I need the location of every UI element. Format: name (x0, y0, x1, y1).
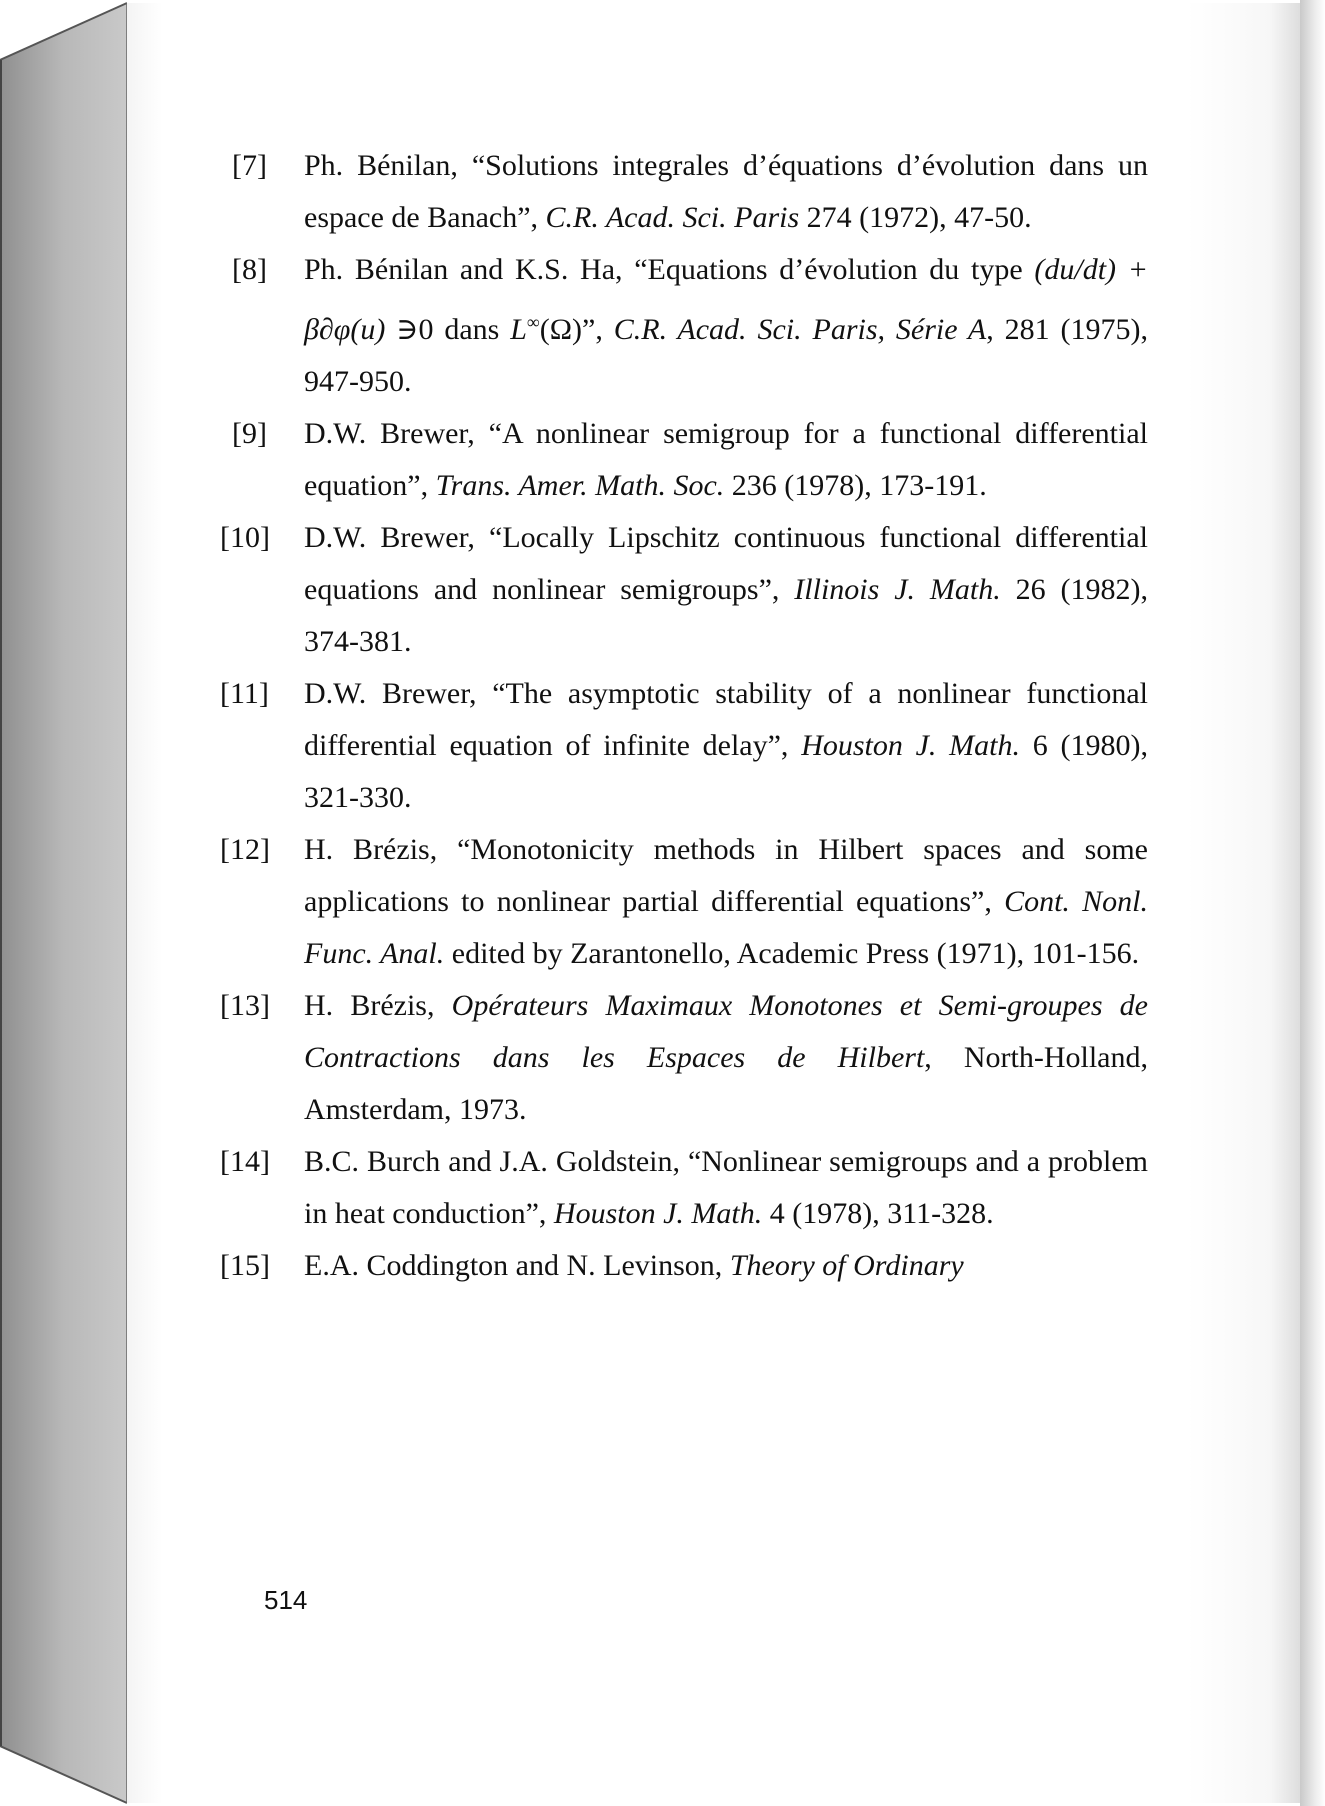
reference-italic-segment: C.R. Acad. Sci. Paris (545, 201, 800, 234)
reference-italic-segment: Trans. Amer. Math. Soc. (435, 469, 725, 502)
reference-segment: Ph. Bénilan, “Solutions integrales d’équations d’évolution dans un espace de Banach”, (304, 149, 1148, 234)
reference-text (304, 244, 1148, 408)
reference-text (304, 980, 1148, 1136)
reference-segment: E.A. Coddington and N. Levinson, (304, 1249, 730, 1282)
reference-segment: 6 (1980), 321-330. (304, 729, 1148, 814)
reference-number: [12] (220, 833, 270, 866)
book-spine (0, 0, 130, 1806)
reference-segment: H. Brézis, “Monotonicity methods in Hilbert spaces and some applications to nonlinear partial differential equations”, (304, 833, 1148, 918)
reference-number: [10] (220, 521, 270, 554)
reference-text (304, 140, 1148, 244)
reference-number: [8] (232, 253, 267, 286)
reference-entry (220, 980, 1148, 1136)
page-number: 514 (264, 1585, 308, 1615)
reference-italic-segment: (du/dt) + β∂φ(u) (304, 253, 1148, 346)
reference-italic-segment: Opérateurs Maximaux Monotones et Semi-groupes de Contractions dans les Espaces de Hilbert (304, 989, 1148, 1074)
reference-segment: H. Brézis, (304, 989, 452, 1022)
reference-entry (220, 1240, 1148, 1292)
reference-text (304, 824, 1148, 980)
reference-segment: D.W. Brewer, “The asymptotic stability of a nonlinear functional differential equation of infinite delay”, (304, 677, 1148, 762)
reference-number: [14] (220, 1145, 270, 1178)
page-edge-shadow (1300, 0, 1325, 1806)
reference-segment: D.W. Brewer, “Locally Lipschitz continuous functional differential equations and nonlinear semigroups”, (304, 521, 1148, 606)
reference-segment: 236 (1978), 173-191. (724, 469, 987, 502)
reference-text (304, 408, 1148, 512)
reference-segment: Ph. Bénilan and K.S. Ha, “Equations d’évolution du type (304, 253, 1035, 286)
reference-italic-segment: Houston J. Math. (801, 729, 1021, 762)
reference-segment: , North-Holland, Amsterdam, 1973. (304, 1041, 1148, 1126)
reference-segment: 274 (1972), 47-50. (799, 201, 1032, 234)
reference-entry (232, 244, 1148, 408)
reference-list (220, 140, 1148, 1292)
reference-segment: , 281 (1975), 947-950. (304, 313, 1148, 398)
reference-segment: ∋0 dans (385, 313, 511, 346)
reference-italic-segment: Illinois J. Math. (794, 573, 1001, 606)
reference-text (304, 1240, 1148, 1292)
reference-entry (232, 140, 1148, 244)
reference-number: [13] (220, 989, 270, 1022)
reference-italic-segment: Cont. Nonl. Func. Anal. (304, 885, 1148, 970)
reference-segment: D.W. Brewer, “A nonlinear semigroup for a functional differential equation”, (304, 417, 1148, 502)
reference-segment: 4 (1978), 311-328. (762, 1197, 994, 1230)
reference-italic-segment: Theory of Ordinary (729, 1249, 964, 1282)
reference-italic-segment: C.R. Acad. Sci. Paris, Série A (613, 313, 987, 346)
reference-number: [7] (232, 149, 267, 182)
reference-segment: 26 (1982), 374-381. (304, 573, 1148, 658)
reference-text (304, 1136, 1148, 1240)
reference-text (304, 512, 1148, 668)
reference-text (304, 668, 1148, 824)
reference-entry (220, 668, 1148, 824)
reference-number: [9] (232, 417, 267, 450)
reference-number: [15] (220, 1249, 270, 1282)
reference-segment: B.C. Burch and J.A. Goldstein, “Nonlinear semigroups and a problem in heat conduction”, (304, 1145, 1148, 1230)
reference-segment: edited by Zarantonello, Academic Press (1971), 101-156. (444, 937, 1140, 970)
reference-entry (232, 408, 1148, 512)
reference-segment: ∞ (526, 312, 540, 332)
reference-number: [11] (220, 677, 269, 710)
reference-segment: (Ω)”, (539, 313, 614, 346)
reference-entry (220, 824, 1148, 980)
reference-entry (220, 512, 1148, 668)
reference-entry (220, 1136, 1148, 1240)
reference-italic-segment: Houston J. Math. (553, 1197, 763, 1230)
reference-italic-segment: L (510, 313, 527, 346)
